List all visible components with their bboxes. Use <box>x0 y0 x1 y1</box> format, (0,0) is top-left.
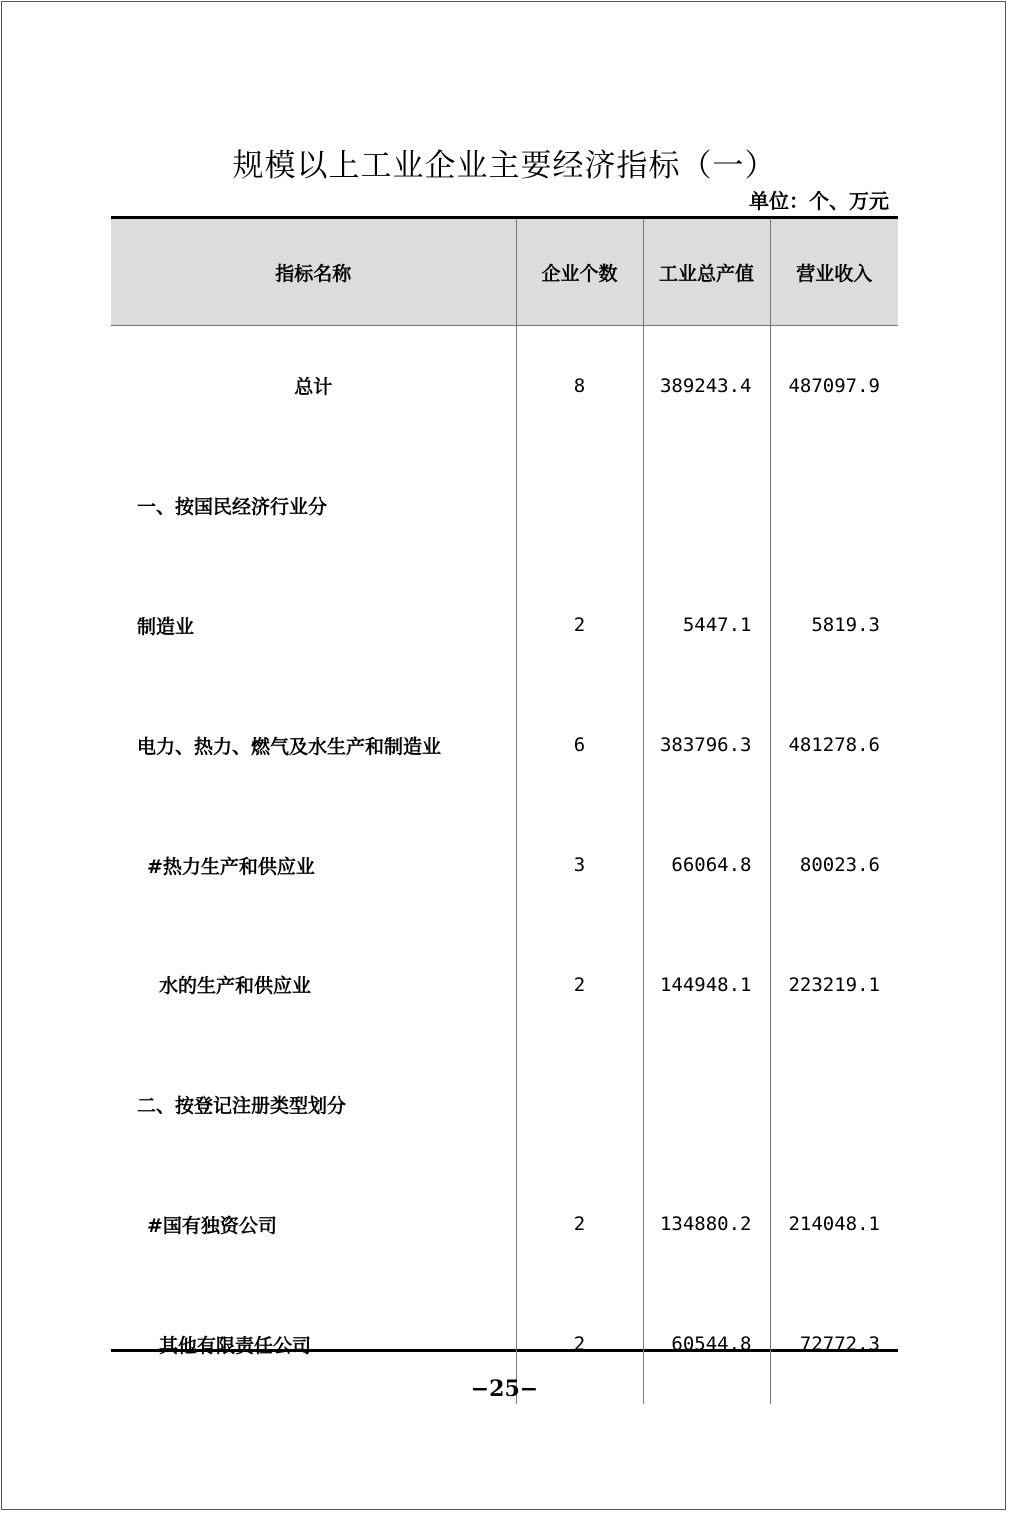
row-name: 制造业 <box>137 615 195 638</box>
row-revenue <box>770 446 898 566</box>
indicator-table <box>111 219 898 1404</box>
row-output: 389243.4 <box>643 326 770 446</box>
indicator-table-wrapper <box>111 216 898 1357</box>
unit-label: 单位：个、万元 <box>749 189 889 213</box>
row-name: #国有独资公司 <box>147 1214 277 1237</box>
row-revenue: 72772.3 <box>770 1284 898 1404</box>
table-row <box>111 685 898 805</box>
row-count: 2 <box>516 566 643 686</box>
row-name: 一、按国民经济行业分 <box>137 496 328 519</box>
row-revenue: 80023.6 <box>770 805 898 925</box>
row-output: 66064.8 <box>643 805 770 925</box>
header-industrial-output: 工业总产值 <box>643 219 770 326</box>
row-output: 144948.1 <box>643 925 770 1045</box>
row-output: 134880.2 <box>643 1165 770 1285</box>
row-output <box>643 446 770 566</box>
row-revenue: 214048.1 <box>770 1165 898 1285</box>
row-count: 8 <box>516 326 643 446</box>
row-revenue: 223219.1 <box>770 925 898 1045</box>
header-enterprise-count: 企业个数 <box>516 219 643 326</box>
table-row <box>111 326 898 446</box>
table-row <box>111 805 898 925</box>
row-name: 电力、热力、燃气及水生产和制造业 <box>137 735 442 758</box>
row-count: 3 <box>516 805 643 925</box>
row-output <box>643 1045 770 1165</box>
row-name: 总计 <box>294 376 333 399</box>
row-revenue: 487097.9 <box>770 326 898 446</box>
header-indicator-name: 指标名称 <box>111 219 516 326</box>
page-title: 规模以上工业企业主要经济指标（一） <box>232 148 777 184</box>
table-header-row <box>111 219 898 326</box>
table-row <box>111 446 898 566</box>
row-count: 2 <box>516 1284 643 1404</box>
row-output: 60544.8 <box>643 1284 770 1404</box>
table-row <box>111 1045 898 1165</box>
row-output: 5447.1 <box>643 566 770 686</box>
row-count: 2 <box>516 1165 643 1285</box>
table-row <box>111 925 898 1045</box>
row-revenue: 481278.6 <box>770 685 898 805</box>
row-name: 二、按登记注册类型划分 <box>137 1095 347 1118</box>
row-count <box>516 1045 643 1165</box>
row-name: 其他有限责任公司 <box>159 1334 312 1357</box>
row-count: 6 <box>516 685 643 805</box>
row-name: #热力生产和供应业 <box>147 855 315 878</box>
table-row <box>111 566 898 686</box>
table-row <box>111 1165 898 1285</box>
row-revenue: 5819.3 <box>770 566 898 686</box>
row-revenue <box>770 1045 898 1165</box>
header-operating-revenue: 营业收入 <box>770 219 898 326</box>
page-number: −25− <box>470 1376 539 1402</box>
row-count: 2 <box>516 925 643 1045</box>
row-count <box>516 446 643 566</box>
row-output: 383796.3 <box>643 685 770 805</box>
row-name: 水的生产和供应业 <box>159 975 312 998</box>
